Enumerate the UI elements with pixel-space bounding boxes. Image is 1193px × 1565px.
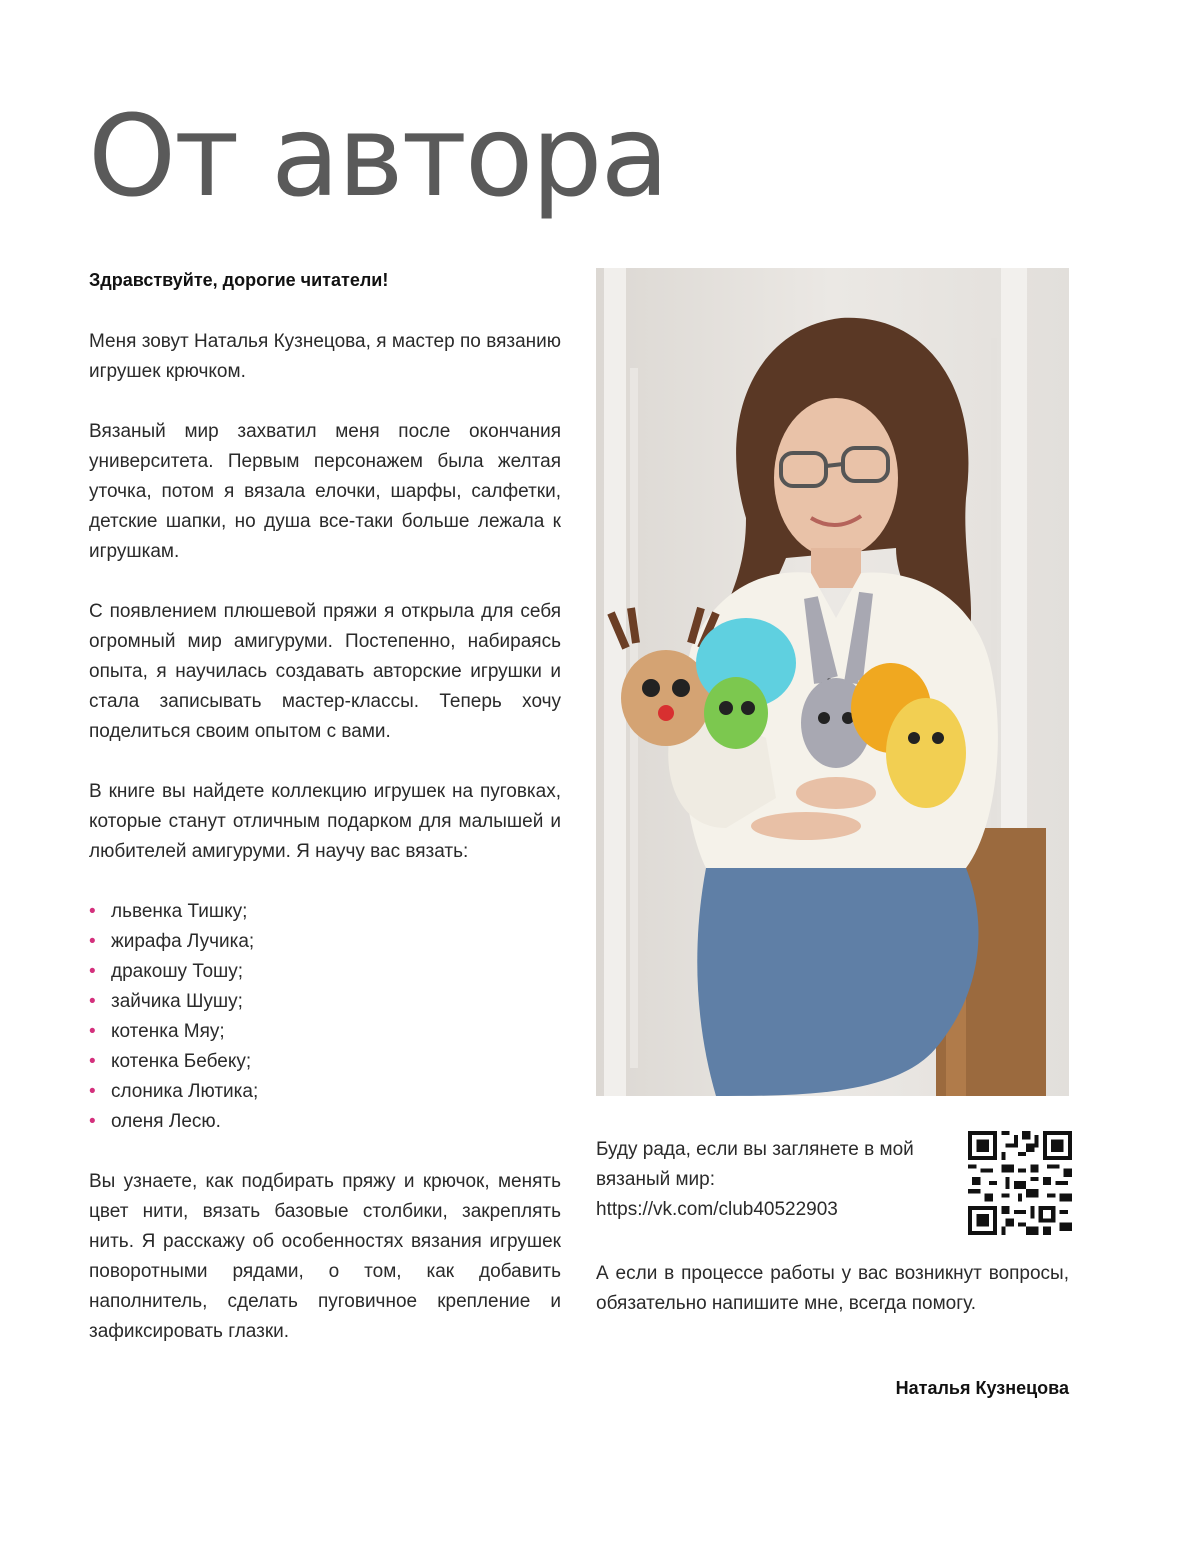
list-item: • зайчика Шушу; [89, 987, 561, 1017]
list-item: • жирафа Лучика; [89, 927, 561, 957]
vk-link[interactable]: https://vk.com/club40522903 [596, 1199, 838, 1220]
intro-column [89, 265, 561, 1377]
toy-list [89, 897, 561, 1137]
bullet-icon: • [89, 1111, 96, 1132]
closing-text: А если в процессе работы у вас возникнут вопросы, обязательно напишите мне, всегда помогу. [596, 1263, 1069, 1314]
bullet-icon: • [89, 901, 96, 922]
qr-code[interactable] [968, 1131, 1072, 1235]
list-item: • котенка Бебеку; [89, 1047, 561, 1077]
page-title: От автора [88, 92, 668, 222]
intro-paragraph-1: Меня зовут Наталья Кузнецова, я мастер по вязанию игрушек крючком. [89, 331, 561, 382]
list-item: • слоника Лютика; [89, 1077, 561, 1107]
list-item: • дракошу Тошу; [89, 957, 561, 987]
bullet-icon: • [89, 961, 96, 982]
invite-text: Буду рада, если вы заглянете в мой вязаный мир: [596, 1139, 914, 1190]
final-paragraph: Вы узнаете, как подбирать пряжу и крючок, менять цвет нити, вязать базовые столбики, закреплять нить. Я расскажу об особенностях вязания игрушек поворотными рядами, о том, как добавить наполнитель, сделать пуговичное крепление и зафиксировать глазки. [89, 1171, 561, 1342]
intro-paragraph-3: С появлением плюшевой пряжи я открыла для себя огромный мир амигуруми. Постепенно, набираясь опыта, я научилась создавать авторские игрушки и стала записывать мастер-классы. Теперь хочу поделиться своим опытом с вами. [89, 601, 561, 742]
bullet-icon: • [89, 931, 96, 952]
bullet-icon: • [89, 1081, 96, 1102]
bullet-icon: • [89, 1021, 96, 1042]
closing-block [596, 1259, 1069, 1319]
list-item: • оленя Лесю. [89, 1107, 561, 1137]
author-signature: Наталья Кузнецова [895, 1378, 1069, 1398]
invite-block [596, 1135, 956, 1225]
intro-paragraph-4: В книге вы найдете коллекцию игрушек на пуговках, которые станут отличным подарком для малышей и любителей амигуруми. Я научу вас вязать: [89, 781, 561, 862]
bullet-icon: • [89, 991, 96, 1012]
list-item: • львенка Тишку; [89, 897, 561, 927]
bullet-icon: • [89, 1051, 96, 1072]
list-item: • котенка Мяу; [89, 1017, 561, 1047]
intro-paragraph-2: Вязаный мир захватил меня после окончания университета. Первым персонажем была желтая уточка, потом я вязала елочки, шарфы, салфетки, детские шапки, но душа все-таки больше лежала к игрушкам. [89, 421, 561, 562]
author-photo [596, 268, 1069, 1096]
greeting: Здравствуйте, дорогие читатели! [89, 270, 389, 290]
